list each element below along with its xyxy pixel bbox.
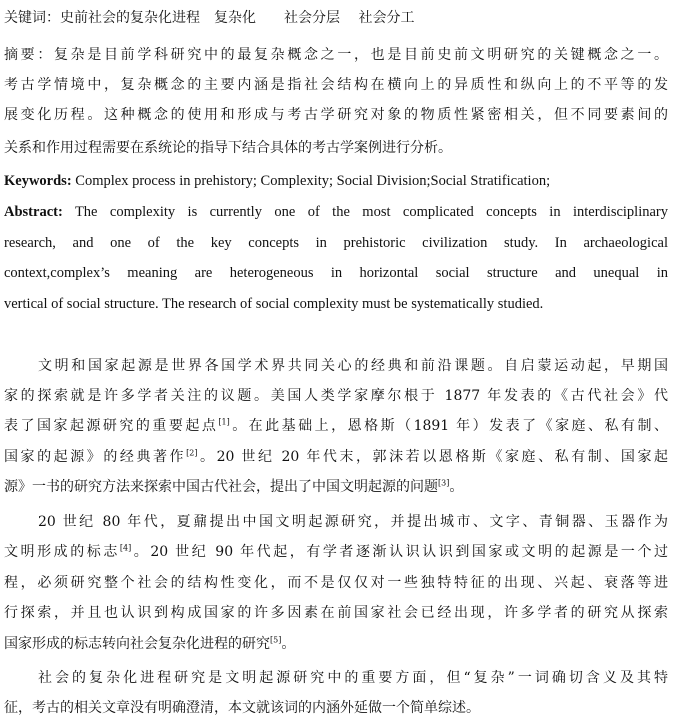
en-abstract-line-2: research, and one of the key concepts in prehistoric civilization study. In archaeological — [4, 235, 668, 251]
en-keywords — [4, 171, 668, 191]
body-p1-line-3: 表了国家起源研究的重要起点[1]。在此基础上，恩格斯（1891 年）发表了《家庭、私有制、 — [4, 417, 669, 434]
body-p2-line-5: 国家形成的标志转向社会复杂化进程的研究[5]。 — [4, 635, 296, 652]
en-keywords-label: Keywords: — [4, 173, 72, 189]
body-p1-line-4: 国家的起源》的经典著作[2]。20 世纪 20 年代末，郭沫若以恩格斯《家庭、私有制、国家起 — [4, 448, 669, 465]
ref-1: [1] — [218, 417, 230, 427]
ref-5: [5] — [270, 635, 282, 645]
body-p2-line-2: 文明形成的标志[4]。20 世纪 90 年代起，有学者逐渐认识认识到国家或文明的起源是一个过 — [4, 543, 668, 560]
en-abstract-line-1: Abstract: The complexity is currently one of the most complicated concepts in interdisciplinary — [4, 204, 669, 220]
cn-keywords-value: 史前社会的复杂化进程 复杂化 社会分层 社会分工 — [60, 10, 415, 26]
body-p1-line-2: 家的探索就是许多学者关注的议题。美国人类学家摩尔根于 1877 年发表的《古代社会》代 — [4, 388, 668, 404]
body-p3-line-2: 征，考古的相关文章没有明确澄清，本文就该词的内涵外延做一个简单综述。 — [4, 700, 480, 716]
ref-2: [2] — [186, 448, 198, 458]
body-p1-line-5: 源》一书的研究方法来探索中国古代社会，提出了中国文明起源的问题[3]。 — [4, 478, 464, 495]
cn-abstract-line-2: 考古学情境中，复杂概念的主要内涵是指社会结构在横向上的异质性和纵向上的不平等的发 — [4, 77, 668, 93]
en-keywords-value: Complex process in prehistory; Complexity; Social Division;Social Stratification; — [75, 173, 551, 189]
cn-abstract-line-1: 摘要：复杂是目前学科研究中的最复杂概念之一，也是目前史前文明研究的关键概念之一。 — [4, 47, 668, 63]
cn-abstract-line-4: 关系和作用过程需要在系统论的指导下结合具体的考古学案例进行分析。 — [4, 140, 452, 156]
cn-keywords-label: 关键词： — [4, 10, 60, 26]
en-abstract-line-3: context,complex’s meaning are heterogeneous in horizontal social structure and unequal in — [4, 265, 668, 281]
ref-4: [4] — [119, 543, 132, 553]
en-abstract-label: Abstract: — [4, 204, 63, 220]
ref-3: [3] — [438, 478, 450, 488]
en-abstract-line-4: vertical of social structure. The research of social complexity must be systematically studied. — [4, 296, 544, 312]
body-p3-line-1: 社会的复杂化进程研究是文明起源研究中的重要方面，但“复杂”一词确切含义及其特 — [38, 670, 668, 686]
cn-keywords — [4, 8, 668, 28]
body-p2-line-4: 行探索，并且也认识到构成国家的许多因素在前国家社会已经出现，许多学者的研究从探索 — [4, 605, 668, 621]
body-p2-line-1: 20 世纪 80 年代，夏鼐提出中国文明起源研究，并提出城市、文字、青铜器、玉器作为 — [38, 514, 668, 530]
body-p1-line-1: 文明和国家起源是世界各国学术界共同关心的经典和前沿课题。自启蒙运动起，早期国 — [38, 358, 668, 374]
cn-abstract-line-3: 展变化历程。这种概念的使用和形成与考古学研究对象的物质性紧密相关，但不同要素间的 — [4, 107, 668, 123]
cn-abstract-label: 摘要： — [4, 47, 54, 63]
body-p2-line-3: 程，必须研究整个社会的结构性变化，而不是仅仅对一些独特特征的出现、兴起、衰落等进 — [4, 575, 668, 591]
